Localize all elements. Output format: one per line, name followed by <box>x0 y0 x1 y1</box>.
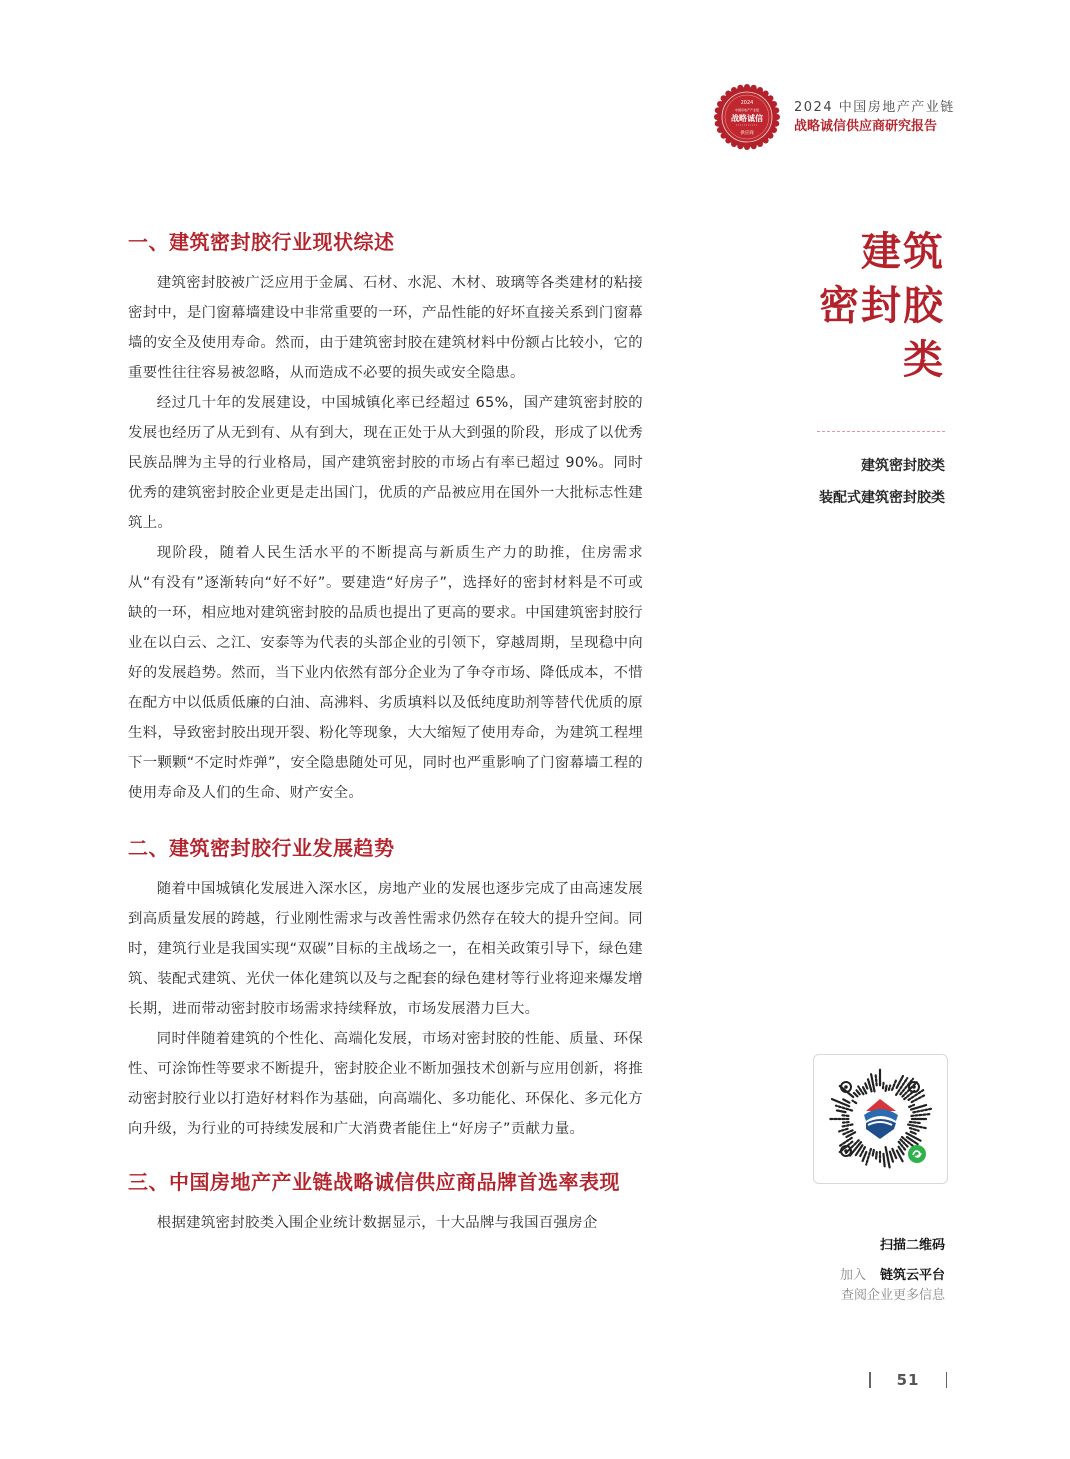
subcategory-item: 建筑密封胶类 <box>861 458 945 474</box>
seal-bottom-text: 供应商 <box>740 131 754 136</box>
section-2-title: 二、建筑密封胶行业发展趋势 <box>128 836 395 860</box>
seal-small-text: 中国房地产产业链 <box>734 108 760 112</box>
join-label: 加入 <box>839 1268 866 1283</box>
category-title-line-3: 类 <box>903 337 945 383</box>
section-1-paragraph-2: 经过几十年的发展建设，中国城镇化率已经超过 65%，国产建筑密封胶的发展也经历了从无到有、从有到大，现在正处于从大到强的阶段，形成了以优秀民族品牌为主导的行业格局，国产建筑密封胶的市场占有率已超过 90%。同时优秀的建筑密封胶企业更是走出国门，优质的产品被应用在国外一大批标志性建筑上。 <box>128 395 643 531</box>
section-1-paragraph-1: 建筑密封胶被广泛应用于金属、石材、水泥、木材、玻璃等各类建材的粘接密封中，是门窗幕墙建设中非常重要的一环，产品性能的好坏直接关系到门窗幕墙的安全及使用寿命。然而，由于建筑密封胶在建筑材料中份额占比较小，它的重要性往往容易被忽略，从而造成不必要的损失或安全隐患。 <box>128 275 643 381</box>
category-title-line-2: 密封胶 <box>819 283 945 329</box>
page-number: 51 <box>896 1371 920 1389</box>
report-header <box>714 84 954 150</box>
section-1-title: 一、建筑密封胶行业现状综述 <box>128 230 395 254</box>
dotted-divider <box>817 431 945 432</box>
section-3-paragraph-1: 根据建筑密封胶类入围企业统计数据显示，十大品牌与我国百强房企 <box>156 1215 598 1231</box>
report-series-label: 2024 中国房地产产业链 <box>794 100 955 115</box>
report-title-label: 战略诚信供应商研究报告 <box>794 119 938 134</box>
category-sidebar <box>745 225 945 514</box>
main-content <box>128 222 643 1238</box>
divider-bar-right <box>946 1372 948 1388</box>
scan-instructions <box>745 1236 945 1306</box>
mini-program-qr-code[interactable] <box>813 1054 948 1184</box>
category-title-line-1: 建筑 <box>861 229 945 275</box>
section-3-title: 三、中国房地产产业链战略诚信供应商品牌首选率表现 <box>128 1170 620 1194</box>
platform-name: 链筑云平台 <box>879 1268 945 1283</box>
section-1-paragraph-3: 现阶段，随着人民生活水平的不断提高与新质生产力的助推，住房需求从“有没有”逐渐转向“好不好”。要建造“好房子”，选择好的密封材料是不可或缺的一环，相应地对建筑密封胶的品质也提出了更高的要求。中国建筑密封胶行业在以白云、之江、安泰等为代表的头部企业的引领下，穿越周期，呈现稳中向好的发展趋势。然而，当下业内依然有部分企业为了争夺市场、降低成本，不惜在配方中以低质低廉的白油、高沸料、劣质填料以及低纯度助剂等替代优质的原生料，导致密封胶出现开裂、粉化等现象，大大缩短了使用寿命，为建筑工程埋下一颗颗“不定时炸弹”，安全隐患随处可见，同时也严重影响了门窗幕墙工程的使用寿命及人们的生命、财产安全。 <box>128 545 643 801</box>
qr-code-icon <box>820 1059 940 1179</box>
scan-title: 扫描二维码 <box>879 1238 945 1253</box>
seal-main-text: 战略诚信 <box>731 113 763 123</box>
section-2-paragraph-1: 随着中国城镇化发展进入深水区，房地产业的发展也逐步完成了由高速发展到高质量发展的跨越，行业刚性需求与改善性需求仍然存在较大的提升空间。同时，建筑行业是我国实现“双碳”目标的主战场之一，在相关政策引导下，绿色建筑、装配式建筑、光伏一体化建筑以及与之配套的绿色建材等行业将迎来爆发增长期，进而带动密封胶市场需求持续释放，市场发展潜力巨大。 <box>128 881 643 1017</box>
section-2-paragraph-2: 同时伴随着建筑的个性化、高端化发展，市场对密封胶的性能、质量、环保性、可涂饰性等要求不断提升，密封胶企业不断加强技术创新与应用创新，将推动密封胶行业以打造好材料作为基础，向高端化、多功能化、环保化、多元化方向升级，为行业的可持续发展和广大消费者能住上“好房子”贡献力量。 <box>128 1031 643 1137</box>
more-info-label: 查阅企业更多信息 <box>840 1288 945 1303</box>
subcategory-item: 装配式建筑密封胶类 <box>819 490 945 506</box>
seal-year: 2024 <box>740 100 754 106</box>
seal-logo-icon <box>714 84 780 150</box>
page-number-footer <box>866 1368 950 1394</box>
